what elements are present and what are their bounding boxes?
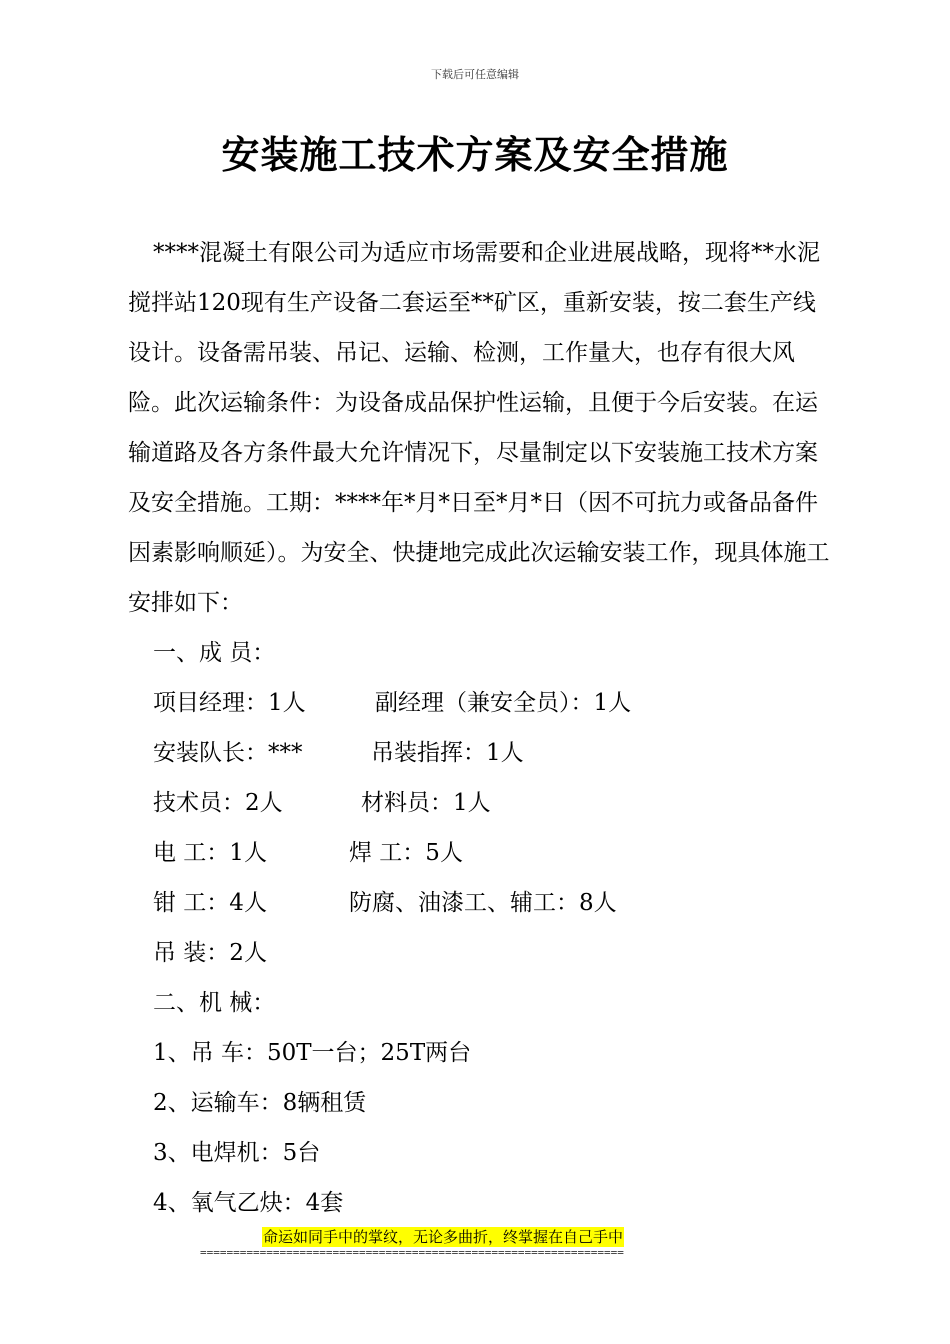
member-right: 吊装指挥：1人 (371, 740, 524, 766)
member-left: 电 工：1人 (153, 840, 267, 866)
footer-divider: ================================================================ (200, 1246, 624, 1259)
member-right: 焊 工：5人 (349, 840, 463, 866)
member-right: 防腐、油漆工、辅工：8人 (349, 890, 617, 916)
section-heading-machinery: 二、机 械： (153, 990, 276, 1016)
machinery-item: 2、运输车：8辆租赁 (153, 1090, 367, 1116)
header-note: 下载后可任意编辑 (431, 68, 519, 81)
member-left: 项目经理：1人 (153, 690, 306, 716)
section-heading-members: 一、成 员： (153, 640, 276, 666)
member-row (128, 828, 830, 878)
document-body (128, 228, 830, 1228)
member-left: 钳 工：4人 (153, 890, 267, 916)
footer-slogan: 命运如同手中的掌纹，无论多曲折，终掌握在自己手中 (263, 1228, 624, 1246)
member-left: 安装队长：*** (153, 740, 303, 766)
member-right: 材料员：1人 (361, 790, 491, 816)
machinery-item: 4、氧气乙炔：4套 (153, 1190, 344, 1216)
member-right: 副经理（兼安全员）：1人 (375, 690, 632, 716)
intro-paragraph: ****混凝土有限公司为适应市场需要和企业进展战略，现将**水泥搅拌站120现有生产设备二套运至**矿区，重新安装，按二套生产线设计。设备需吊装、吊记、运输、检测，工作量大，也存有很大风险。此次运输条件：为设备成品保护性运输，且便于今后安装。在运输道路及各方条件最大允许情况下，尽量制定以下安装施工技术方案及安全措施。工期：****年*月*日至*月*日（因不可抗力或备品备件因素影响顺延）。为安全、快捷地完成此次运输安装工作，现具体施工安排如下： (128, 240, 830, 616)
member-row (128, 728, 830, 778)
document-title: 安装施工技术方案及安全措施 (221, 132, 729, 177)
machinery-item: 1、吊 车：50T一台；25T两台 (153, 1040, 472, 1066)
member-left: 吊 装：2人 (153, 940, 267, 966)
member-row (128, 928, 830, 978)
member-row (128, 778, 830, 828)
machinery-item: 3、电焊机：5台 (153, 1140, 321, 1166)
member-left: 技术员：2人 (153, 790, 283, 816)
member-row (128, 678, 830, 728)
member-row (128, 878, 830, 928)
